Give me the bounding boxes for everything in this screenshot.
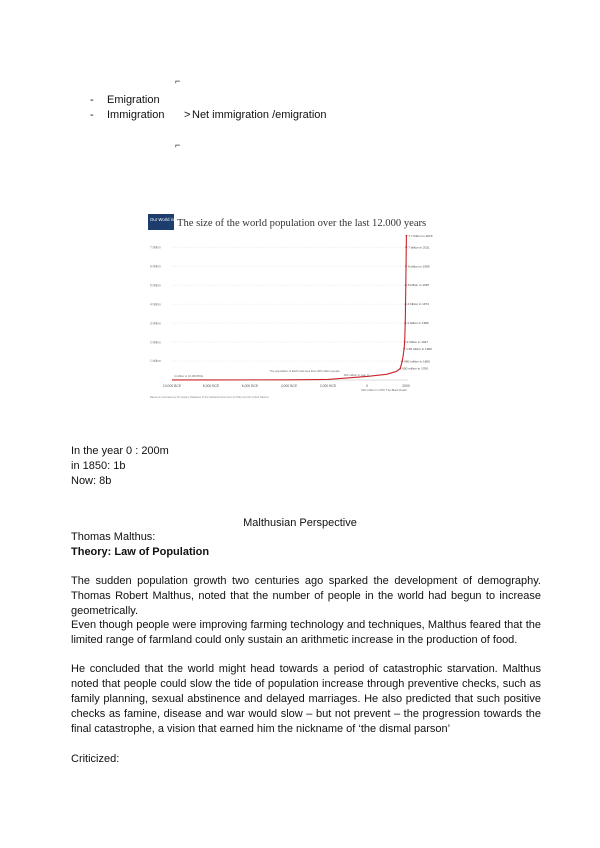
data-point (404, 322, 406, 324)
x-tick-label: 8,000 BCE (202, 384, 220, 388)
data-label: 4 billion in 1974 (407, 302, 430, 307)
bullet-immigration: Immigration (107, 109, 165, 121)
x-tick-label: 2000 (402, 384, 410, 388)
author-name: Thomas Malthus: (71, 531, 156, 543)
data-point (401, 361, 403, 363)
chart-source-note: Based on estimates by the History Database of the Global Environment (HYDE) and the United Nations. (150, 396, 270, 399)
criticized-label: Criticized: (71, 753, 120, 765)
data-point (406, 235, 408, 237)
y-tick-label: 1 billion (150, 359, 161, 364)
bullet-dash: - (90, 109, 94, 121)
data-label: 6 billion in 1999 (408, 264, 430, 269)
x-tick-label: 4,000 BCE (280, 384, 298, 388)
data-label: 5 billion in 1987 (407, 283, 430, 288)
chart-note: The population of Earth was less than 200 million people (269, 369, 340, 373)
data-point (399, 368, 401, 370)
stat-1850: in 1850: 1b (71, 460, 126, 472)
y-tick-label: 2 billion (150, 340, 161, 345)
population-line (172, 236, 406, 380)
data-point (405, 265, 407, 267)
data-label: 7 billion in 2011 (408, 245, 430, 250)
data-point (404, 341, 406, 343)
data-point (405, 303, 407, 305)
x-tick-label: 0 (366, 384, 368, 388)
x-tick-label: 2,000 BCE (319, 384, 337, 388)
paragraph-conclusion: He concluded that the world might head towards a period of catastrophic starvation. Malthus noted that people could slow the tide of population increase through preventive checks, such as family planning, sexual abstinence and delayed marriages. He also predicted that such positive checks as famine, disease and war would slow – but not prevent – the progression towards the final catastrophe, a vision that earned him the nickname of ‘the dismal parson’ (71, 663, 541, 735)
bracket-label: Net immigration /emigration (192, 109, 327, 121)
y-tick-label: 6 billion (150, 264, 161, 269)
owid-logo-text: Our World in Data (150, 217, 185, 222)
bullet-emigration: Emigration (107, 94, 160, 106)
data-label: 2 billion in 1927 (406, 340, 429, 345)
data-label: 1.65 billion in 1900 (406, 346, 432, 351)
y-tick-label: 4 billion (150, 302, 161, 307)
data-point (405, 246, 407, 248)
data-label: 7.7 billion in 2018 (408, 233, 433, 238)
series-layer (172, 236, 406, 380)
note-layer (174, 369, 407, 392)
theory-heading: Theory: Law of Population (71, 546, 210, 558)
data-point (403, 348, 405, 350)
x-tick-label: 6,000 BCE (241, 384, 259, 388)
stat-year-zero: In the year 0 : 200m (71, 445, 169, 457)
paragraph-intro: The sudden population growth two centuries ago sparked the development of demography. Thomas Robert Malthus, noted that the number of people in the world had begun to increase geometrically. (71, 575, 541, 617)
brace-bottom-mark: ⌐ (175, 140, 181, 150)
bullet-dash: - (90, 94, 94, 106)
data-label: 990 million in 1800 (404, 359, 430, 364)
chart-title: The size of the world population over the last 12.000 years (177, 218, 427, 229)
paragraph-farmland: Even though people were improving farming technology and techniques, Malthus feared that the limited range of farmland could only sustain an arithmetic increase in the production of food. (71, 619, 541, 646)
chart-note: 4 million in 10,000 BCE (173, 374, 204, 378)
y-tick-label: 3 billion (150, 321, 161, 326)
y-tick-layer (150, 245, 161, 363)
brace-top-mark: ⌐ (175, 76, 181, 86)
data-label: 3 billion in 1960 (407, 321, 429, 326)
data-label: 600 million in 1700 (402, 366, 429, 371)
brace-point: > (184, 109, 191, 121)
stat-now: Now: 8b (71, 475, 112, 487)
y-tick-label: 5 billion (150, 283, 161, 288)
chart-note: 600 million in 1700: The Black Death (361, 388, 407, 392)
data-point (405, 284, 407, 286)
chart-canvas (148, 214, 446, 402)
chart-note: 190 million in year 0 (343, 373, 369, 377)
section-title: Malthusian Perspective (243, 517, 357, 529)
x-tick-label: 10,000 BCE (162, 384, 182, 388)
y-tick-label: 7 billion (150, 245, 161, 250)
population-chart (148, 214, 446, 402)
grid-layer (172, 247, 408, 380)
